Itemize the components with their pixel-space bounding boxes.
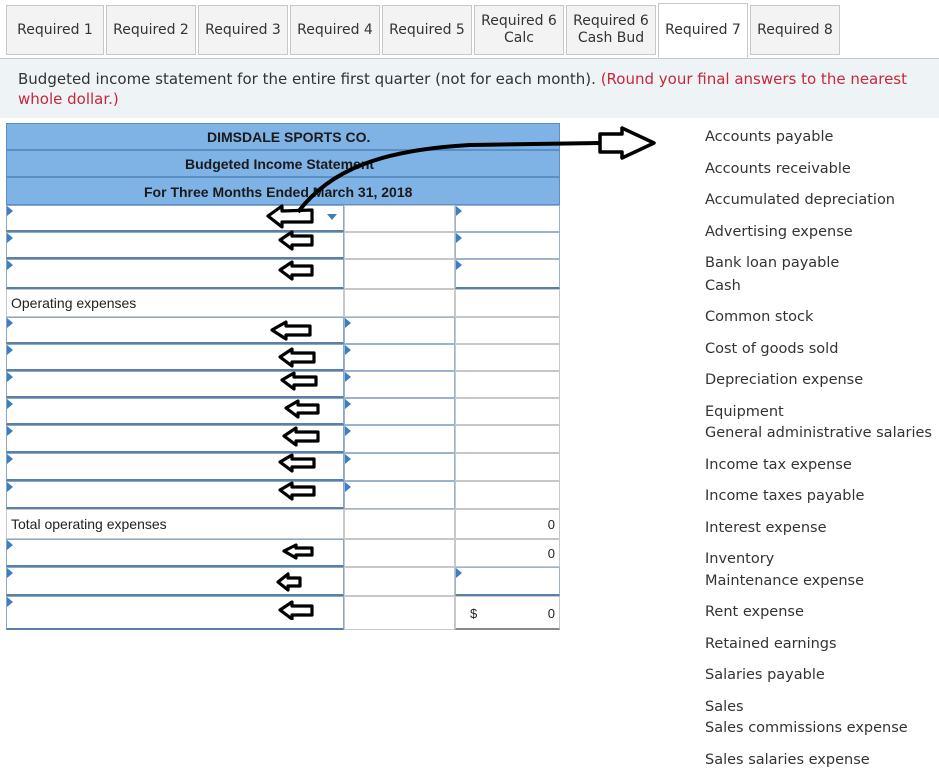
account-item[interactable]: Accounts payable [705, 129, 834, 145]
blank-cell [455, 371, 560, 398]
account-item[interactable]: Interest expense [705, 520, 827, 536]
cell-marker [7, 568, 13, 578]
account-item[interactable]: Accounts receivable [705, 161, 851, 177]
account-item[interactable]: Depreciation expense [705, 372, 864, 388]
cell-marker [345, 454, 351, 464]
left-arrow-icon [280, 455, 314, 471]
cell-marker [7, 318, 13, 328]
amount-input-after-2[interactable] [455, 567, 560, 596]
cell-marker [345, 426, 351, 436]
account-item[interactable]: General administrative salaries [705, 425, 932, 441]
amount-cell-1a [344, 205, 455, 232]
account-item[interactable]: Retained earnings [705, 636, 837, 652]
cell-marker [456, 260, 462, 270]
blank-cell [455, 398, 560, 425]
left-arrow-icon [280, 483, 314, 499]
account-item[interactable]: Equipment [705, 404, 784, 420]
blank-cell [344, 509, 455, 539]
account-item[interactable]: Income tax expense [705, 457, 852, 473]
blank-cell [344, 539, 455, 567]
total-operating-label: Total operating expenses [11, 516, 167, 532]
cell-marker [7, 345, 13, 355]
left-arrow-icon [278, 574, 300, 590]
amount-input-1[interactable] [455, 205, 560, 232]
left-arrow-icon [284, 428, 318, 445]
amount-input-3[interactable] [455, 259, 560, 289]
tab-required-7[interactable]: Required 7 [658, 3, 748, 58]
blank-cell [344, 289, 455, 317]
left-arrow-icon [280, 349, 314, 366]
after-total-value-cell [455, 539, 560, 567]
left-arrow-icon [268, 206, 312, 227]
cell-marker [345, 318, 351, 328]
tab-required-8[interactable]: Required 8 [750, 5, 840, 55]
total-operating-value: 0 [547, 517, 555, 532]
statement-period: For Three Months Ended March 31, 2018 [144, 184, 413, 200]
right-arrow-icon [600, 128, 654, 158]
blank-cell [455, 425, 560, 453]
account-item[interactable]: Income taxes payable [705, 488, 865, 504]
instruction-text [18, 69, 939, 109]
title-header [6, 150, 560, 177]
cell-marker [7, 540, 13, 550]
tab-required-6-calc[interactable]: Required 6 Calc [474, 5, 564, 55]
instruction-bar [0, 58, 939, 118]
currency-symbol: $ [470, 606, 478, 621]
final-value-cell [455, 596, 560, 630]
account-item[interactable]: Maintenance expense [705, 573, 865, 589]
expense-input-1[interactable] [344, 317, 455, 344]
amount-cell-3a [344, 259, 455, 289]
left-arrow-icon [282, 373, 316, 389]
cell-marker [7, 260, 13, 270]
account-item[interactable]: Sales commissions expense [705, 720, 908, 736]
cell-marker [7, 454, 13, 464]
annotation-arrows [262, 200, 322, 620]
final-value: 0 [547, 606, 555, 621]
tab-required-4[interactable]: Required 4 [290, 5, 380, 55]
cell-marker [345, 399, 351, 409]
after-total-value: 0 [547, 546, 555, 561]
statement-title: Budgeted Income Statement [185, 156, 375, 172]
left-arrow-icon [286, 401, 318, 417]
cell-marker [7, 206, 13, 216]
account-item[interactable]: Cost of goods sold [705, 341, 839, 357]
expense-input-6[interactable] [344, 453, 455, 481]
left-arrow-icon [280, 602, 312, 619]
left-arrow-icon [272, 322, 310, 339]
company-header [6, 123, 560, 150]
instruction-main: Budgeted income statement for the entire first quarter (not for each month). [18, 70, 596, 88]
cell-marker [456, 206, 462, 216]
cell-marker [345, 482, 351, 492]
left-arrow-icon [280, 232, 312, 249]
tab-required-2[interactable]: Required 2 [106, 5, 196, 55]
cell-marker [456, 568, 462, 578]
cell-marker [345, 345, 351, 355]
cell-marker [7, 426, 13, 436]
tab-required-1[interactable]: Required 1 [6, 5, 104, 55]
account-item[interactable]: Accumulated depreciation [705, 192, 896, 208]
amount-input-2[interactable] [455, 232, 560, 259]
operating-expenses-label: Operating expenses [11, 295, 137, 311]
blank-cell [344, 596, 455, 630]
tab-required-5[interactable]: Required 5 [382, 5, 472, 55]
account-item[interactable]: Advertising expense [705, 224, 853, 240]
account-item[interactable]: Rent expense [705, 604, 804, 620]
cell-marker [7, 233, 13, 243]
cell-marker [456, 233, 462, 243]
cell-marker [345, 372, 351, 382]
chevron-down-icon[interactable] [327, 214, 337, 220]
expense-input-2[interactable] [344, 344, 455, 371]
blank-cell [455, 481, 560, 509]
tab-bar [0, 0, 939, 58]
blank-cell [344, 567, 455, 596]
total-operating-value-cell [455, 509, 560, 539]
account-item[interactable]: Inventory [705, 551, 775, 567]
cell-marker [7, 482, 13, 492]
company-name: DIMSDALE SPORTS CO. [207, 129, 371, 145]
blank-cell [455, 453, 560, 481]
account-item[interactable]: Bank loan payable [705, 255, 840, 271]
cell-marker [7, 399, 13, 409]
expense-input-5[interactable] [344, 425, 455, 453]
blank-cell [455, 344, 560, 371]
account-item[interactable]: Salaries payable [705, 667, 825, 683]
cell-marker [7, 597, 13, 607]
tab-required-3[interactable]: Required 3 [198, 5, 288, 55]
left-arrow-icon [284, 545, 312, 558]
account-item[interactable]: Sales [705, 699, 744, 715]
tab-required-6-cash-bud[interactable]: Required 6 Cash Bud [566, 5, 656, 55]
cell-marker [7, 372, 13, 382]
blank-cell [455, 289, 560, 317]
amount-cell-2a [344, 232, 455, 259]
expense-input-7[interactable] [344, 481, 455, 509]
rounding-note: (Round your final answers to the nearest whole dollar.) [18, 70, 908, 108]
expense-input-4[interactable] [344, 398, 455, 425]
account-item[interactable]: Sales salaries expense [705, 752, 870, 768]
account-item[interactable]: Cash [705, 278, 741, 294]
account-item[interactable]: Common stock [705, 309, 814, 325]
expense-input-3[interactable] [344, 371, 455, 398]
blank-cell [455, 317, 560, 344]
left-arrow-icon [280, 262, 312, 279]
